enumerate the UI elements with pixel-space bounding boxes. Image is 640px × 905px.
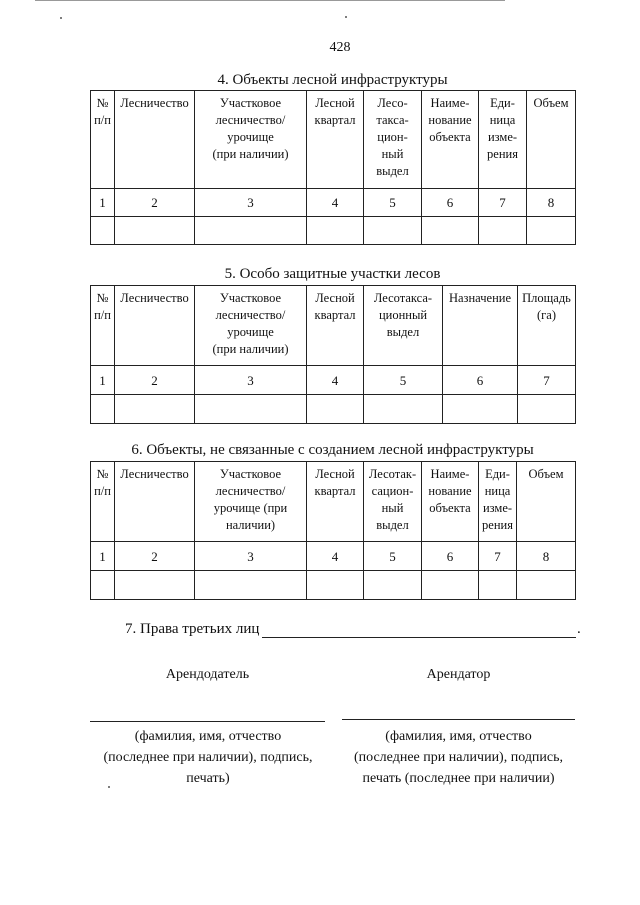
col-header-district: Участковое лесничество/ урочище (при наличии): [195, 462, 307, 542]
table-cell: 7: [479, 189, 527, 217]
table-number-row: [91, 542, 576, 571]
col-header-allotment: Лесотакса- ционный выдел: [364, 286, 443, 366]
col-header-allotment: Лесо- такса- цион- ный выдел: [364, 91, 422, 189]
table-cell: 1: [91, 542, 115, 571]
col-header-forestry: Лесничество: [115, 286, 195, 366]
col-header-quarter: Лесной квартал: [307, 91, 364, 189]
section-5-table: [90, 285, 576, 424]
table-empty-row: [91, 217, 576, 245]
table-header-row: [91, 91, 576, 189]
table-empty-row: [91, 571, 576, 600]
table-cell: 6: [443, 366, 518, 395]
section-5-title: 5. Особо защитные участки лесов: [224, 266, 441, 282]
third-party-rights-period: .: [577, 621, 581, 637]
table-empty-row: [91, 395, 576, 424]
table-cell: 2: [115, 189, 195, 217]
table-cell: 4: [307, 189, 364, 217]
table-cell: 3: [195, 366, 307, 395]
table-cell: 7: [479, 542, 517, 571]
col-header-number: № п/п: [91, 462, 115, 542]
col-header-unit: Еди- ница изме- рения: [479, 462, 517, 542]
section-6-table: [90, 461, 576, 600]
third-party-rights-line: [262, 637, 576, 638]
table-cell: 8: [517, 542, 576, 571]
table-cell: 5: [364, 189, 422, 217]
table-cell: 2: [115, 366, 195, 395]
tenant-label: Арендатор: [426, 667, 491, 682]
table-cell: 4: [307, 542, 364, 571]
section-4-table: [90, 90, 576, 245]
col-header-unit: Еди- ница изме- рения: [479, 91, 527, 189]
table-cell: 5: [364, 366, 443, 395]
table-cell: 8: [527, 189, 576, 217]
table-cell: 3: [195, 189, 307, 217]
scan-speck: [108, 786, 110, 788]
col-header-district: Участковое лесничество/ урочище (при наличии): [195, 91, 307, 189]
section-4-title: 4. Объекты лесной инфраструктуры: [217, 72, 448, 88]
table-cell: 4: [307, 366, 364, 395]
landlord-signature-line: [90, 721, 325, 722]
col-header-district: Участковое лесничество/ урочище (при наличии): [195, 286, 307, 366]
table-number-row: [91, 189, 576, 217]
table-cell: 2: [115, 542, 195, 571]
page-number: 428: [329, 40, 351, 55]
table-cell: 7: [518, 366, 576, 395]
col-header-volume: Объем: [527, 91, 576, 189]
table-cell: 1: [91, 366, 115, 395]
scan-speck: [345, 16, 347, 18]
table-header-row: [91, 286, 576, 366]
col-header-forestry: Лесничество: [115, 91, 195, 189]
table-cell: 6: [422, 189, 479, 217]
table-header-row: [91, 462, 576, 542]
col-header-quarter: Лесной квартал: [307, 462, 364, 542]
col-header-number: № п/п: [91, 286, 115, 366]
section-6-title: 6. Объекты, не связанные с созданием лесной инфраструктуры: [131, 442, 534, 458]
col-header-forestry: Лесничество: [115, 462, 195, 542]
col-header-object-name: Наиме- нование объекта: [422, 91, 479, 189]
table-number-row: [91, 366, 576, 395]
col-header-number: № п/п: [91, 91, 115, 189]
tenant-caption: (фамилия, имя, отчество (последнее при наличии), подпись, печать (последнее при наличии): [353, 729, 564, 786]
landlord-caption: (фамилия, имя, отчество (последнее при наличии), подпись, печать): [103, 729, 313, 786]
col-header-volume: Объем: [517, 462, 576, 542]
landlord-label: Арендодатель: [165, 667, 250, 682]
tenant-signature-line: [342, 719, 575, 720]
scan-speck: [60, 17, 62, 19]
table-cell: 6: [422, 542, 479, 571]
third-party-rights-label: 7. Права третьих лиц: [125, 621, 260, 637]
col-header-allotment: Лесотак- сацион- ный выдел: [364, 462, 422, 542]
col-header-purpose: Назначение: [443, 286, 518, 366]
col-header-object-name: Наиме- нование объекта: [422, 462, 479, 542]
table-cell: 3: [195, 542, 307, 571]
col-header-quarter: Лесной квартал: [307, 286, 364, 366]
col-header-area: Площадь (га): [518, 286, 576, 366]
table-cell: 1: [91, 189, 115, 217]
top-rule: [35, 0, 505, 1]
table-cell: 5: [364, 542, 422, 571]
